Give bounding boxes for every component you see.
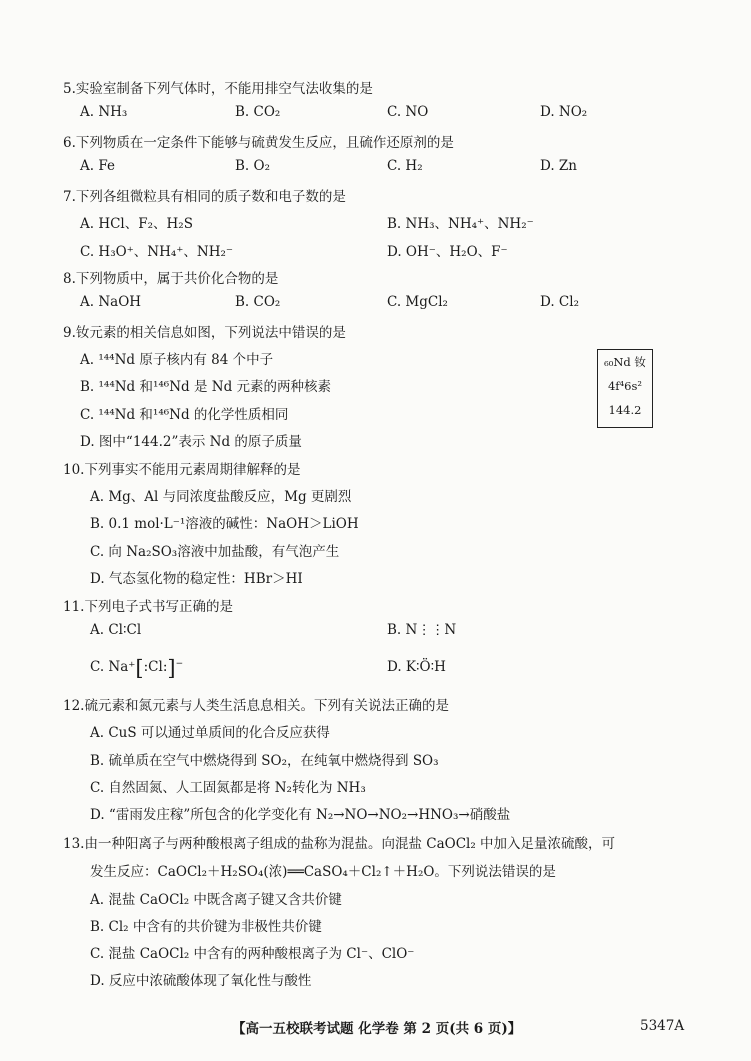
q7-option-c: C. H₃O⁺、NH₄⁺、NH₂⁻ <box>80 244 234 260</box>
q10-option-b: B. 0.1 mol·L⁻¹溶液的碱性：NaOH＞LiOH <box>90 516 359 532</box>
question-13-stem-line2: 发生反应：CaOCl₂＋H₂SO₄(浓)══CaSO₄＋Cl₂↑＋H₂O。下列说法错误的是 <box>90 864 556 880</box>
q5-option-c: C. NO <box>387 104 429 120</box>
q7-option-d: D. OH⁻、H₂O、F⁻ <box>387 244 508 260</box>
q10-option-d: D. 气态氢化物的稳定性：HBr＞HI <box>90 571 303 587</box>
q12-option-c: C. 自然固氮、人工固氮都是将 N₂转化为 NH₃ <box>90 780 366 796</box>
q7-option-a: A. HCl、F₂、H₂S <box>80 216 193 232</box>
q8-option-d: D. Cl₂ <box>540 294 579 310</box>
q7-option-b: B. NH₃、NH₄⁺、NH₂⁻ <box>387 216 534 232</box>
question-12-stem: 12.硫元素和氮元素与人类生活息息相关。下列有关说法正确的是 <box>63 698 449 714</box>
q5-option-d: D. NO₂ <box>540 104 588 120</box>
q9-option-d: D. 图中“144.2”表示 Nd 的原子质量 <box>80 434 302 450</box>
q11-option-b: B. N⋮⋮N <box>387 622 457 638</box>
q8-option-b: B. CO₂ <box>235 294 281 310</box>
q5-option-a: A. NH₃ <box>80 104 128 120</box>
question-9-stem: 9.钕元素的相关信息如图，下列说法中错误的是 <box>63 325 346 341</box>
element-info-box <box>597 349 653 428</box>
question-6-stem: 6.下列物质在一定条件下能够与硫黄发生反应，且硫作还原剂的是 <box>63 135 454 151</box>
question-8-stem: 8.下列物质中，属于共价化合物的是 <box>63 271 279 287</box>
question-13-stem-line1: 13.由一种阳离子与两种酸根离子组成的盐称为混盐。向混盐 CaOCl₂ 中加入足量浓硫酸，可 <box>63 836 616 852</box>
q6-option-d: D. Zn <box>540 158 577 174</box>
q11-option-d: D. K∶Ö∶H <box>387 659 446 675</box>
question-11-stem: 11.下列电子式书写正确的是 <box>63 599 233 615</box>
paper-code: 5347A <box>640 1018 685 1034</box>
q12-option-a: A. CuS 可以通过单质间的化合反应获得 <box>90 725 330 741</box>
question-10-stem: 10.下列事实不能用元素周期律解释的是 <box>63 462 301 478</box>
q8-option-c: C. MgCl₂ <box>387 294 448 310</box>
q8-option-a: A. NaOH <box>80 294 142 310</box>
question-5-stem: 5.实验室制备下列气体时，不能用排空气法收集的是 <box>63 81 373 97</box>
q10-option-a: A. Mg、Al 与同浓度盐酸反应，Mg 更剧烈 <box>90 489 352 505</box>
q12-option-d: D. “雷雨发庄稼”所包含的化学变化有 N₂→NO→NO₂→HNO₃→硝酸盐 <box>90 807 511 823</box>
q6-option-b: B. O₂ <box>235 158 270 174</box>
q11-option-a: A. Cl∶Cl <box>90 622 142 638</box>
q13-option-a: A. 混盐 CaOCl₂ 中既含离子键又含共价键 <box>90 892 342 908</box>
electron-configuration: 4f⁴6s² <box>607 379 642 393</box>
q11-c-prefix: C. Na⁺ <box>90 659 136 675</box>
q11-option-c <box>90 656 183 680</box>
q13-option-d: D. 反应中浓硫酸体现了氧化性与酸性 <box>90 973 312 989</box>
right-bracket: ] <box>167 656 176 680</box>
q9-option-c: C. ¹⁴⁴Nd 和¹⁴⁶Nd 的化学性质相同 <box>80 407 289 423</box>
q6-option-c: C. H₂ <box>387 158 423 174</box>
q9-option-a: A. ¹⁴⁴Nd 原子核内有 84 个中子 <box>80 352 274 368</box>
q9-option-b: B. ¹⁴⁴Nd 和¹⁴⁶Nd 是 Nd 元素的两种核素 <box>80 379 332 395</box>
q10-option-c: C. 向 Na₂SO₃溶液中加盐酸，有气泡产生 <box>90 544 340 560</box>
page-footer: 【高一五校联考试题 化学卷 第 2 页(共 6 页)】 <box>232 1021 522 1037</box>
q13-option-b: B. Cl₂ 中含有的共价键为非极性共价键 <box>90 919 322 935</box>
q5-option-b: B. CO₂ <box>235 104 281 120</box>
q11-c-core: :Cl: <box>143 659 168 675</box>
q12-option-b: B. 硫单质在空气中燃烧得到 SO₂，在纯氧中燃烧得到 SO₃ <box>90 753 439 769</box>
atomic-mass: 144.2 <box>608 403 642 417</box>
q6-option-a: A. Fe <box>80 158 115 174</box>
element-symbol: ₆₀Nd 钕 <box>604 355 646 369</box>
question-7-stem: 7.下列各组微粒具有相同的质子数和电子数的是 <box>63 189 346 205</box>
q13-option-c: C. 混盐 CaOCl₂ 中含有的两种酸根离子为 Cl⁻、ClO⁻ <box>90 946 415 962</box>
left-bracket: [ <box>135 656 144 680</box>
q11-c-charge: − <box>175 659 184 669</box>
